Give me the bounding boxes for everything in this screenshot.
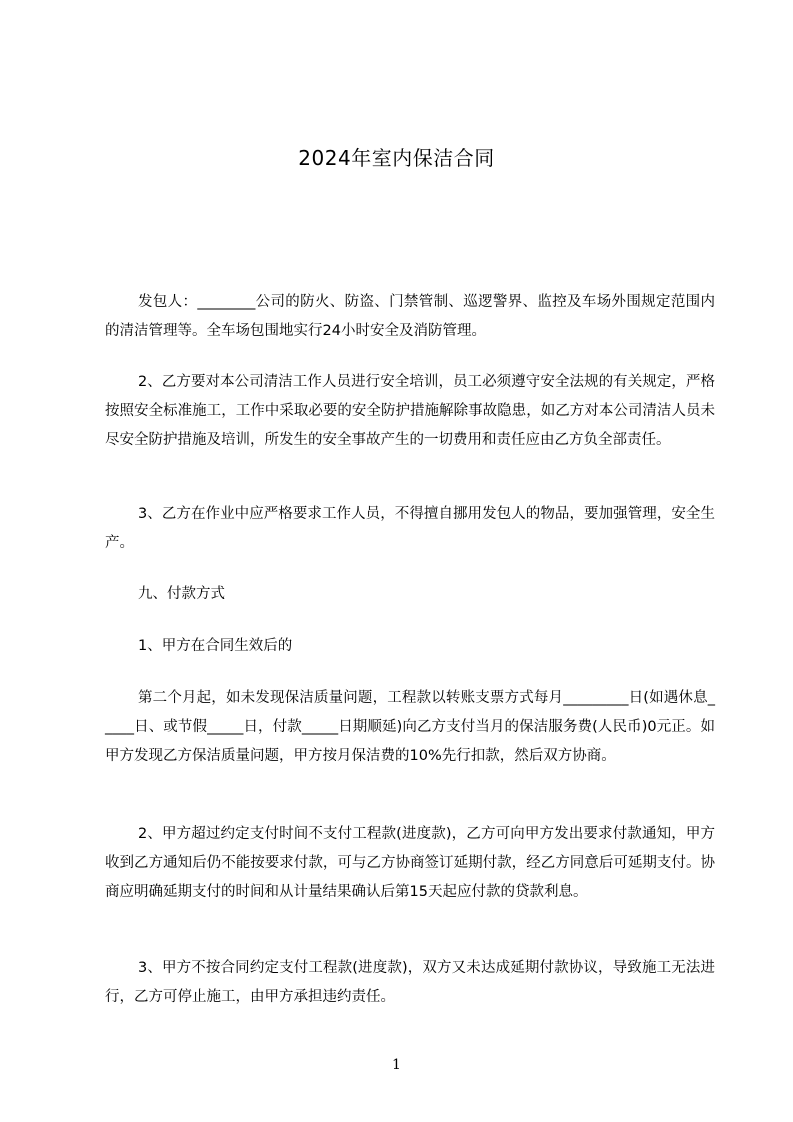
paragraph-work-management: 3、乙方在作业中应严格要求工作人员，不得擅自挪用发包人的物品，要加强管理，安全生产。 bbox=[105, 506, 715, 551]
page-number: 1 bbox=[392, 1057, 401, 1073]
section-heading-payment: 九、付款方式 bbox=[138, 586, 225, 602]
paragraph-payment-schedule: 第二个月起，如未发现保洁质量问题，工程款以转账支票方式每月_________日(如遇休息_____日、或节假_____日，付款_____日期顺延)向乙方支付当月的保洁服务费(人民币)0元正。如甲方发现乙方保洁质量问题，甲方按月保洁费的10%先行扣款，然后双方协商。 bbox=[105, 690, 715, 764]
paragraph-safety-training: 2、乙方要对本公司清洁工作人员进行安全培训，员工必须遵守安全法规的有关规定，严格按照安全标准施工，工作中采取必要的安全防护措施解除事故隐患，如乙方对本公司清洁人员未尽安全防护措施及培训，所发生的安全事故产生的一切费用和责任应由乙方负全部责任。 bbox=[105, 374, 715, 448]
document-title: 2024年室内保洁合同 bbox=[298, 146, 495, 170]
paragraph-contractor-scope: 发包人：________公司的防火、防盗、门禁管制、巡逻警界、监控及车场外围规定范围内的清洁管理等。全车场包围地实行24小时安全及消防管理。 bbox=[105, 294, 715, 339]
paragraph-payment-1: 1、甲方在合同生效后的 bbox=[138, 638, 293, 654]
paragraph-payment-3: 3、甲方不按合同约定支付工程款(进度款)，双方又未达成延期付款协议，导致施工无法进行，乙方可停止施工，由甲方承担违约责任。 bbox=[105, 960, 715, 1005]
paragraph-payment-2: 2、甲方超过约定支付时间不支付工程款(进度款)，乙方可向甲方发出要求付款通知，甲方收到乙方通知后仍不能按要求付款，可与乙方协商签订延期付款，经乙方同意后可延期支付。协商应明确延期支付的时间和从计量结果确认后第15天起应付款的贷款利息。 bbox=[105, 826, 715, 900]
